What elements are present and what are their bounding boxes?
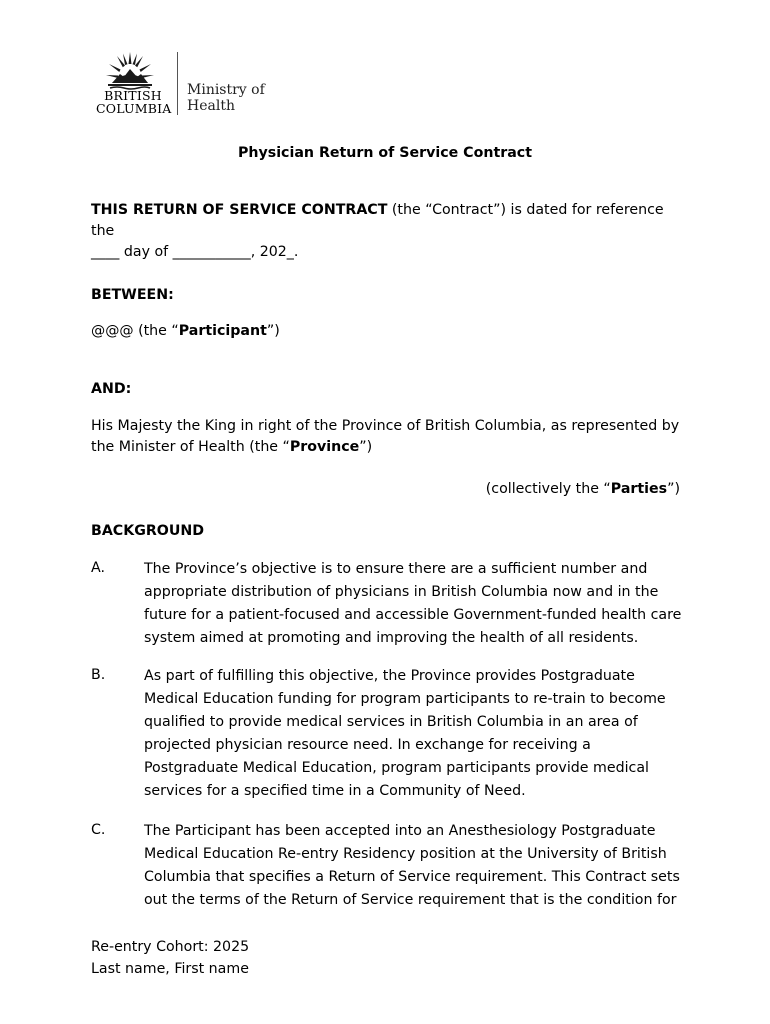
province-paragraph <box>91 416 686 458</box>
item-text: The Province’s objective is to ensure there are a sufficient number and appropriate distribution of physicians in British Columbia now and in the future for a patient-focused and accessible Government-funded health care system aimed at promoting and improving the health of all residents. <box>144 561 682 646</box>
parties-line <box>486 479 680 500</box>
participant-line <box>91 321 686 342</box>
background-heading: BACKGROUND <box>91 523 205 539</box>
ministry-line-2: Health <box>187 98 235 114</box>
logo-wordmark <box>96 89 170 115</box>
item-letter: A. <box>91 560 105 576</box>
province-line-1: His Majesty the King in right of the Province of British Columbia, as represented by <box>91 418 680 434</box>
province-line-2 <box>91 437 686 458</box>
intro-line-1-rest: (the “Contract”) is dated for reference the <box>91 202 664 239</box>
ministry-name <box>187 82 265 114</box>
item-text: As part of fulfilling this objective, the Province provides Postgraduate Medical Education funding for program participants to re-train to become qualified to provide medical services in British Columbia in an area of projected physician resource need. In exchange for receiving a Postgraduate Medical Education, program participants provide medical services for a specified time in a Community of Need. <box>144 668 666 799</box>
province-suffix: ”) <box>359 439 373 455</box>
logo-divider <box>177 52 178 115</box>
parties-term: Parties <box>610 481 668 497</box>
logo-line-columbia: COLUMBIA <box>96 101 172 116</box>
bc-sun-mountains-emblem <box>104 50 156 92</box>
between-heading: BETWEEN: <box>91 287 174 303</box>
footer-name: Last name, First name <box>91 961 249 977</box>
province-prefix: the Minister of Health (the “ <box>91 439 290 455</box>
intro-paragraph <box>91 200 686 263</box>
participant-term: Participant <box>178 323 267 339</box>
parties-suffix: ”) <box>667 481 680 497</box>
document-title: Physician Return of Service Contract <box>238 145 532 161</box>
item-text: The Participant has been accepted into an Anesthesiology Postgraduate Medical Education Re-entry Residency position at the University of British Columbia that specifies a Return of Service requirement. This Contract sets out the terms of the Return of Service requirement that is the condition for <box>144 823 680 908</box>
participant-suffix: ”) <box>266 323 280 339</box>
intro-line-2: ____ day of ___________, 202_. <box>91 244 299 260</box>
item-letter: B. <box>91 667 106 683</box>
footer-cohort: Re-entry Cohort: 2025 <box>91 939 250 955</box>
parties-prefix: (collectively the “ <box>485 481 611 497</box>
contract-name-bold: THIS RETURN OF SERVICE CONTRACT <box>91 202 388 218</box>
participant-prefix: @@@ (the “ <box>91 323 179 339</box>
and-heading: AND: <box>91 381 132 397</box>
intro-line-1 <box>91 200 686 242</box>
province-term: Province <box>289 439 360 455</box>
item-letter: C. <box>91 822 106 838</box>
ministry-line-1: Ministry of <box>187 82 265 98</box>
bc-ministry-of-health-logo <box>96 50 266 116</box>
logo-line-british: BRITISH <box>104 88 162 103</box>
page-footer <box>91 936 249 980</box>
